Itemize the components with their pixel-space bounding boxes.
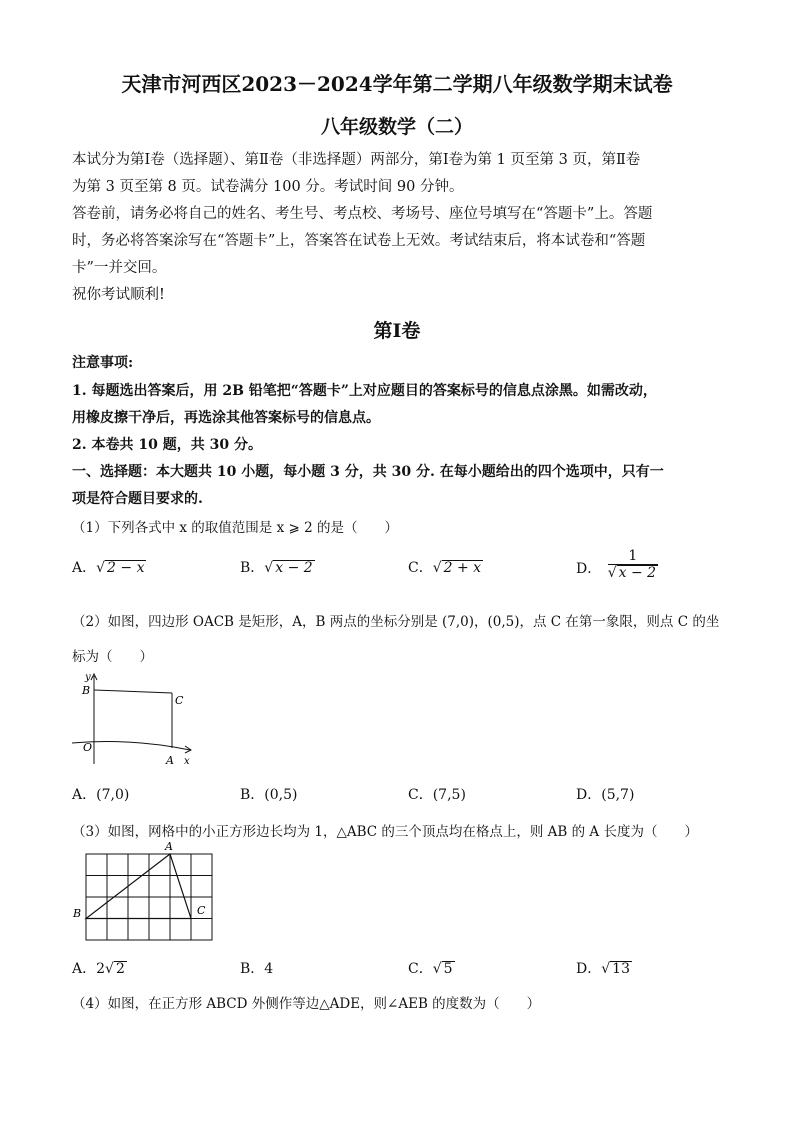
q3-label-b: B — [73, 907, 82, 920]
q3-a-coef: 2 — [96, 961, 106, 977]
q3-a-radicand: 2 — [115, 961, 125, 977]
q2-stem-1: （2）如图，四边形 OACB 是矩形，A，B 两点的坐标分别是 (7,0)，(0,5)，点 C 在第一象限，则点 C 的坐 — [72, 614, 720, 630]
exam-title: 天津市河西区2023－2024学年第二学期八年级数学期末试卷 — [121, 72, 673, 96]
intro-line-5: 卡”一并交回。 — [72, 260, 167, 276]
q4-stem: （4）如图，在正方形 ABCD 外侧作等边△ADE，则∠AEB 的度数为（ ） — [72, 996, 541, 1012]
notice-title: 注意事项: — [72, 355, 134, 371]
q2-a-label: A． — [72, 787, 97, 803]
q1-option-d — [576, 548, 658, 581]
q2-option-a — [72, 784, 129, 804]
q2-option-c — [408, 784, 466, 804]
q3-d-radicand: 13 — [612, 961, 630, 977]
q3-triangle — [86, 854, 191, 919]
q3-b-value: 4 — [264, 961, 274, 977]
q3-c-radicand: 5 — [443, 961, 453, 977]
q2-side-bc — [94, 690, 172, 693]
notice-1a: 1. 每题选出答案后，用 2B 铅笔把“答题卡”上对应题目的答案标号的信息点涂黑。如需改动， — [72, 383, 657, 399]
q3-a-label: A． — [72, 961, 97, 977]
intro-line-3: 答卷前，请务必将自己的姓名、考生号、考点校、考场号、座位号填写在“答题卡”上。答题 — [72, 206, 653, 222]
q1-b-radicand: x − 2 — [275, 560, 313, 576]
q1-d-label: D． — [576, 561, 602, 577]
q3-figure — [70, 840, 220, 946]
q3-option-d: D．√ 13 — [576, 961, 630, 977]
part1-line-b: 项是符合题目要求的. — [72, 491, 203, 507]
q3-label-c: C — [197, 904, 206, 917]
intro-line-6: 祝你考试顺利! — [72, 287, 165, 303]
part1-line-a: 一、选择题：本大题共 10 小题，每小题 3 分，共 30 分. 在每小题给出的四个选项中，只有一 — [72, 464, 664, 480]
q2-b-label: B． — [240, 787, 265, 803]
q1-c-radicand: 2 + x — [443, 560, 482, 576]
notice-1b: 用橡皮擦干净后，再选涂其他答案标号的信息点。 — [72, 410, 380, 426]
q3-option-b — [240, 958, 273, 978]
q3-d-label: D． — [576, 961, 602, 977]
q2-label-y: y — [85, 672, 91, 683]
q1-option-c: C．√ 2 + x — [408, 560, 482, 576]
exam-subtitle: 八年级数学（二） — [320, 116, 473, 138]
q1-b-label: B． — [240, 560, 265, 576]
q1-d-fraction: $\frac{1}{√ x - 2}$ — [607, 548, 657, 581]
q3-label-a: A — [165, 840, 173, 853]
q1-option-b: B．√ x − 2 — [240, 560, 313, 576]
q2-label-o: O — [83, 741, 93, 754]
q2-label-c: C — [175, 694, 184, 707]
section-heading: 第Ⅰ卷 — [373, 320, 421, 342]
q3-option-c: C．√ 5 — [408, 961, 453, 977]
q3-stem: （3）如图，网格中的小正方形边长均为 1，△ABC 的三个顶点均在格点上，则 AB 的 A 长度为（ ） — [72, 824, 698, 840]
q1-d-numerator: 1 — [608, 548, 658, 565]
q1-a-radicand: 2 − x — [107, 560, 145, 576]
q2-label-b: B — [82, 684, 91, 697]
q2-option-d — [576, 784, 634, 804]
q2-b-value: (0,5) — [264, 787, 298, 803]
q1-a-label: A． — [72, 560, 97, 576]
q2-label-x: x — [184, 756, 190, 767]
notice-2: 2. 本卷共 10 题，共 30 分。 — [72, 437, 262, 453]
intro-line-4: 时，务必将答案涂写在“答题卡”上，答案答在试卷上无效。考试结束后，将本试卷和“答题 — [72, 233, 646, 249]
q1-option-a: A．√ 2 − x — [72, 560, 145, 576]
q2-figure — [70, 668, 200, 768]
q3-b-label: B． — [240, 961, 265, 977]
q2-c-value: (7,5) — [432, 787, 466, 803]
q1-d-denominator: x − 2 — [618, 565, 657, 581]
q2-stem-2: 标为（ ） — [72, 649, 153, 665]
q2-label-a: A — [166, 754, 174, 767]
q2-option-b — [240, 784, 298, 804]
q2-d-label: D． — [576, 787, 602, 803]
q2-c-label: C． — [408, 787, 433, 803]
q3-option-a: A．2√ 2 — [72, 961, 125, 977]
q1-stem: （1）下列各式中 x 的取值范围是 x ⩾ 2 的是（ ） — [72, 520, 398, 536]
intro-line-2: 为第 3 页至第 8 页。试卷满分 100 分。考试时间 90 分钟。 — [72, 179, 464, 195]
intro-line-1: 本试分为第Ⅰ卷（选择题）、第Ⅱ卷（非选择题）两部分，第Ⅰ卷为第 1 页至第 3 页，第Ⅱ卷 — [72, 152, 641, 168]
q1-c-label: C． — [408, 560, 433, 576]
q2-a-value: (7,0) — [96, 787, 130, 803]
q3-c-label: C． — [408, 961, 433, 977]
q2-d-value: (5,7) — [601, 787, 635, 803]
q3-grid — [86, 854, 212, 940]
